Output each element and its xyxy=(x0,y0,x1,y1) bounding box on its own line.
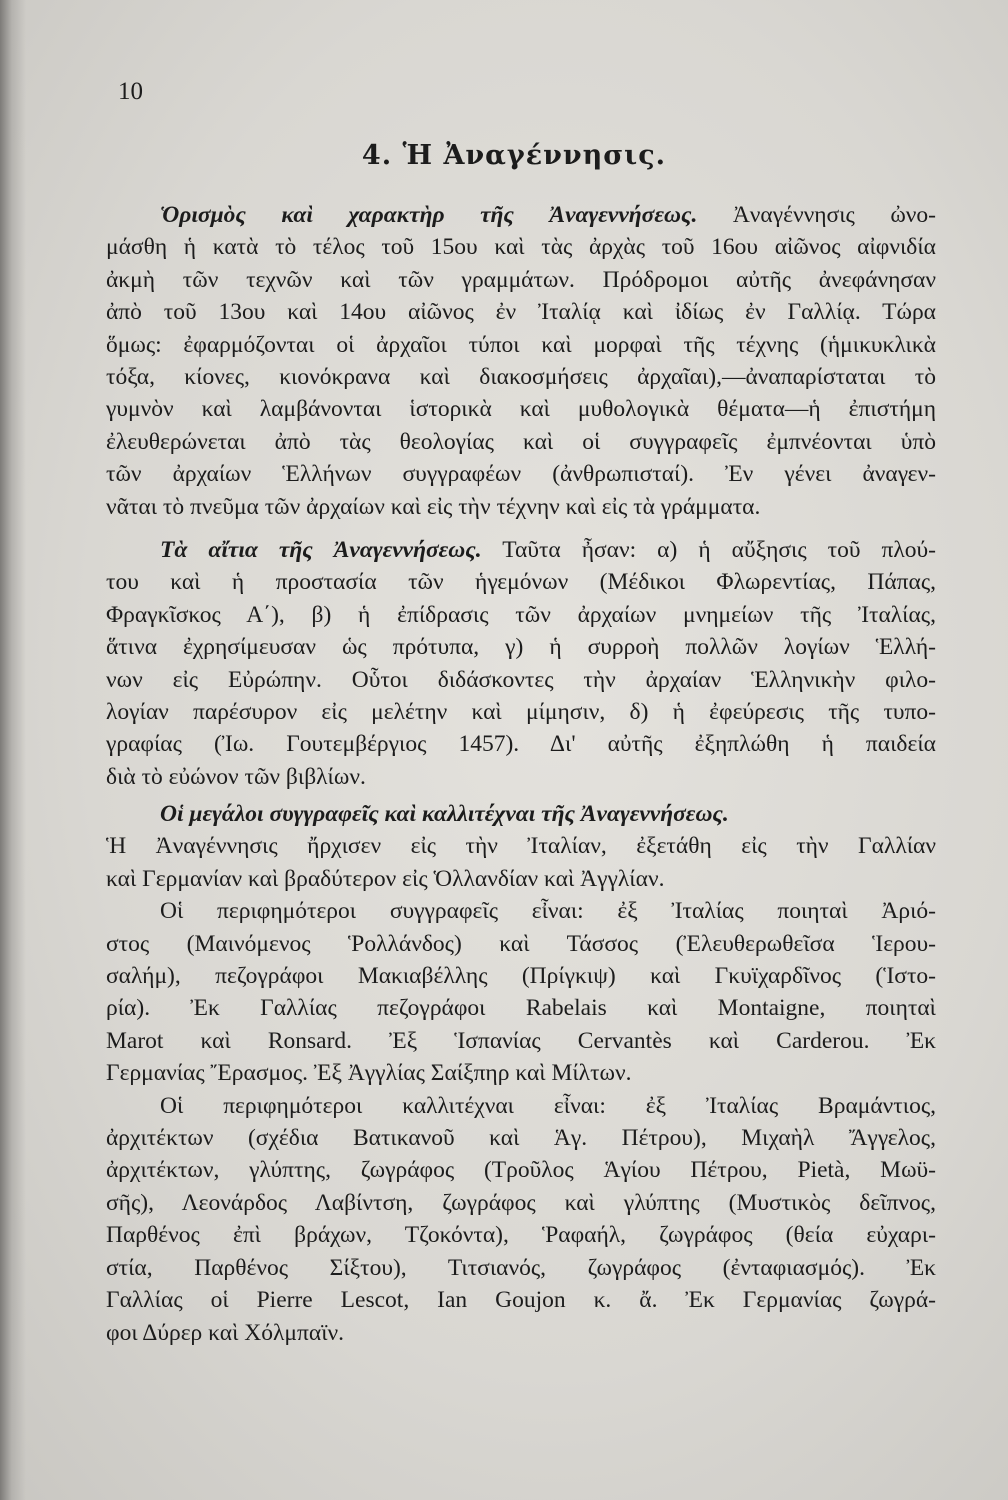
paragraph-line: σαλήμ), πεζογράφοι Μακιαβέλλης (Πρίγκιψ) καὶ Γκυϊχαρδῖνος (Ἱστο- xyxy=(106,963,936,990)
paragraph-line: σῆς), Λεονάρδος Λαβίντση, ζωγράφος καὶ γλύπτης (Μυστικὸς δεῖπνος, xyxy=(106,1189,936,1216)
paragraph-line: Φραγκῖσκος Α΄), β) ἡ ἐπίδρασις τῶν ἀρχαίων μνημείων τῆς Ἰταλίας, xyxy=(106,601,936,628)
paragraph-line: νων εἰς Εὐρώπην. Οὗτοι διδάσκοντες τὴν ἀρχαίαν Ἑλληνικὴν φιλο- xyxy=(106,666,936,693)
paragraph-line: καὶ Γερμανίαν καὶ βραδύτερον εἰς Ὁλλανδίαν καὶ Ἀγγλίαν. xyxy=(106,865,665,892)
chapter-title: 4. Ἡ Ἀναγέννησις. xyxy=(361,140,667,171)
paragraph-line: ἀρχιτέκτων, γλύπτης, ζωγράφος (Τροῦλος Ἁγίου Πέτρου, Pietà, Μωϋ- xyxy=(106,1157,936,1184)
page-number: 10 xyxy=(118,78,143,105)
paragraph-line: Οἱ περιφημότεροι καλλιτέχναι εἶναι: ἐξ Ἰταλίας Βραμάντιος, xyxy=(160,1092,936,1119)
paragraph-line: ἀρχιτέκτων (σχέδια Βατικανοῦ καὶ Ἁγ. Πέτρου), Μιχαὴλ Ἄγγελος, xyxy=(106,1125,936,1152)
paragraph-line: ρία). Ἐκ Γαλλίας πεζογράφοι Rabelais καὶ Montaigne, ποιηταὶ xyxy=(106,995,936,1022)
paragraph-line: ὅμως: ἐφαρμόζονται οἱ ἀρχαῖοι τύποι καὶ μορφαὶ τῆς τέχνης (ἡμικυκλικὰ xyxy=(106,331,936,358)
paragraph-line: Ἡ Ἀναγέννησις ἤρχισεν εἰς τὴν Ἰταλίαν, ἐξετάθη εἰς τὴν Γαλλίαν xyxy=(106,833,936,860)
paragraph-line: Οἱ περιφημότεροι συγγραφεῖς εἶναι: ἐξ Ἰταλίας ποιηταὶ Ἀριό- xyxy=(160,898,936,925)
paragraph-line: λογίαν παρέσυρον εἰς μελέτην καὶ μίμησιν, δ) ἡ ἐφεύρεσις τῆς τυπο- xyxy=(106,699,936,726)
paragraph-line: νᾶται τὸ πνεῦμα τῶν ἀρχαίων καὶ εἰς τὴν τέχνην καὶ εἰς τὰ γράμματα. xyxy=(106,493,761,520)
paragraph-line: φοι Δύρερ καὶ Χόλμπαϊν. xyxy=(106,1319,345,1346)
paragraph-line: μάσθη ἡ κατὰ τὸ τέλος τοῦ 15ου καὶ τὰς ἀρχὰς τοῦ 16ου αἰῶνος αἰφνιδία xyxy=(106,234,936,261)
section-heading: Ὁρισμὸς καὶ χαρακτὴρ τῆς Ἀναγεννήσεως. xyxy=(160,202,698,228)
paragraph-line: Παρθένος ἐπὶ βράχων, Τζοκόντα), Ῥαφαήλ, ζωγράφος (θεία εὐχαρι- xyxy=(106,1222,936,1249)
paragraph-line: γυμνὸν καὶ λαμβάνονται ἱστορικὰ καὶ μυθολογικὰ θέματα—ἡ ἐπιστήμη xyxy=(106,396,936,423)
binding-shadow xyxy=(0,0,26,1500)
paragraph-line: Marot καὶ Ronsard. Ἐξ Ἱσπανίας Cervantès καὶ Carderou. Ἐκ xyxy=(106,1027,936,1054)
paragraph-line: ἀπὸ τοῦ 13ου καὶ 14ου αἰῶνος ἐν Ἰταλίᾳ καὶ ἰδίως ἐν Γαλλίᾳ. Τώρα xyxy=(106,299,936,326)
paragraph-line: ἀκμὴ τῶν τεχνῶν καὶ τῶν γραμμάτων. Πρόδρομοι αὐτῆς ἀνεφάνησαν xyxy=(106,266,936,293)
section-heading: Τὰ αἴτια τῆς Ἀναγεννήσεως. xyxy=(160,537,482,563)
paragraph-line: Ὁρισμὸς καὶ χαρακτὴρ τῆς Ἀναγεννήσεως. Ἀναγέννησις ὠνο- xyxy=(160,202,936,228)
paragraph-line: διὰ τὸ εὐώνον τῶν βιβλίων. xyxy=(106,763,366,790)
paragraph-line: στος (Μαινόμενος Ῥολλάνδος) καὶ Τάσσος (Ἐλευθερωθεῖσα Ἱερου- xyxy=(106,930,936,957)
paragraph-line: τῶν ἀρχαίων Ἑλλήνων συγγραφέων (ἀνθρωπισταί). Ἐν γένει ἀναγεν- xyxy=(106,461,936,488)
section-heading: Οἱ μεγάλοι συγγραφεῖς καὶ καλλιτέχναι τῆς Ἀναγεννήσεως. xyxy=(160,801,729,827)
paragraph-line: γραφίας (Ἰω. Γουτεμβέργιος 1457). Δι' αὐτῆς ἐξηπλώθη ἡ παιδεία xyxy=(106,731,936,758)
section-causes xyxy=(106,534,936,793)
paragraph-line: τόξα, κίονες, κιονόκρανα καὶ διακοσμήσεις ἀρχαῖαι),—ἀναπαρίσταται τὸ xyxy=(106,364,936,391)
paragraph-line: Τὰ αἴτια τῆς Ἀναγεννήσεως. Ταῦτα ἦσαν: α) ἡ αὔξησις τοῦ πλού- xyxy=(160,537,936,563)
paragraph-line: ἅτινα ἐχρησίμευσαν ὡς πρότυπα, γ) ἡ συρροὴ πολλῶν λογίων Ἑλλή- xyxy=(106,634,936,661)
section-writers-artists xyxy=(106,798,936,1349)
section-definition xyxy=(106,199,936,523)
paragraph-line: ἐλευθερώνεται ἀπὸ τὰς θεολογίας καὶ οἱ συγγραφεῖς ἐμπνέονται ὑπὸ xyxy=(106,428,936,455)
paragraph-line: στία, Παρθένος Σίξτου), Τιτσιανός, ζωγράφος (ἐνταφιασμός). Ἐκ xyxy=(106,1254,936,1281)
paragraph-line: του καὶ ἡ προστασία τῶν ἡγεμόνων (Μέδικοι Φλωρεντίας, Πάπας, xyxy=(106,569,936,596)
paragraph-line: Γαλλίας οἱ Pierre Lescot, Ian Goujon κ. ἄ. Ἐκ Γερμανίας ζωγρά- xyxy=(106,1287,936,1314)
paragraph-line: Γερμανίας Ἔρασμος. Ἐξ Ἀγγλίας Σαίξπηρ καὶ Μίλτων. xyxy=(106,1060,632,1087)
